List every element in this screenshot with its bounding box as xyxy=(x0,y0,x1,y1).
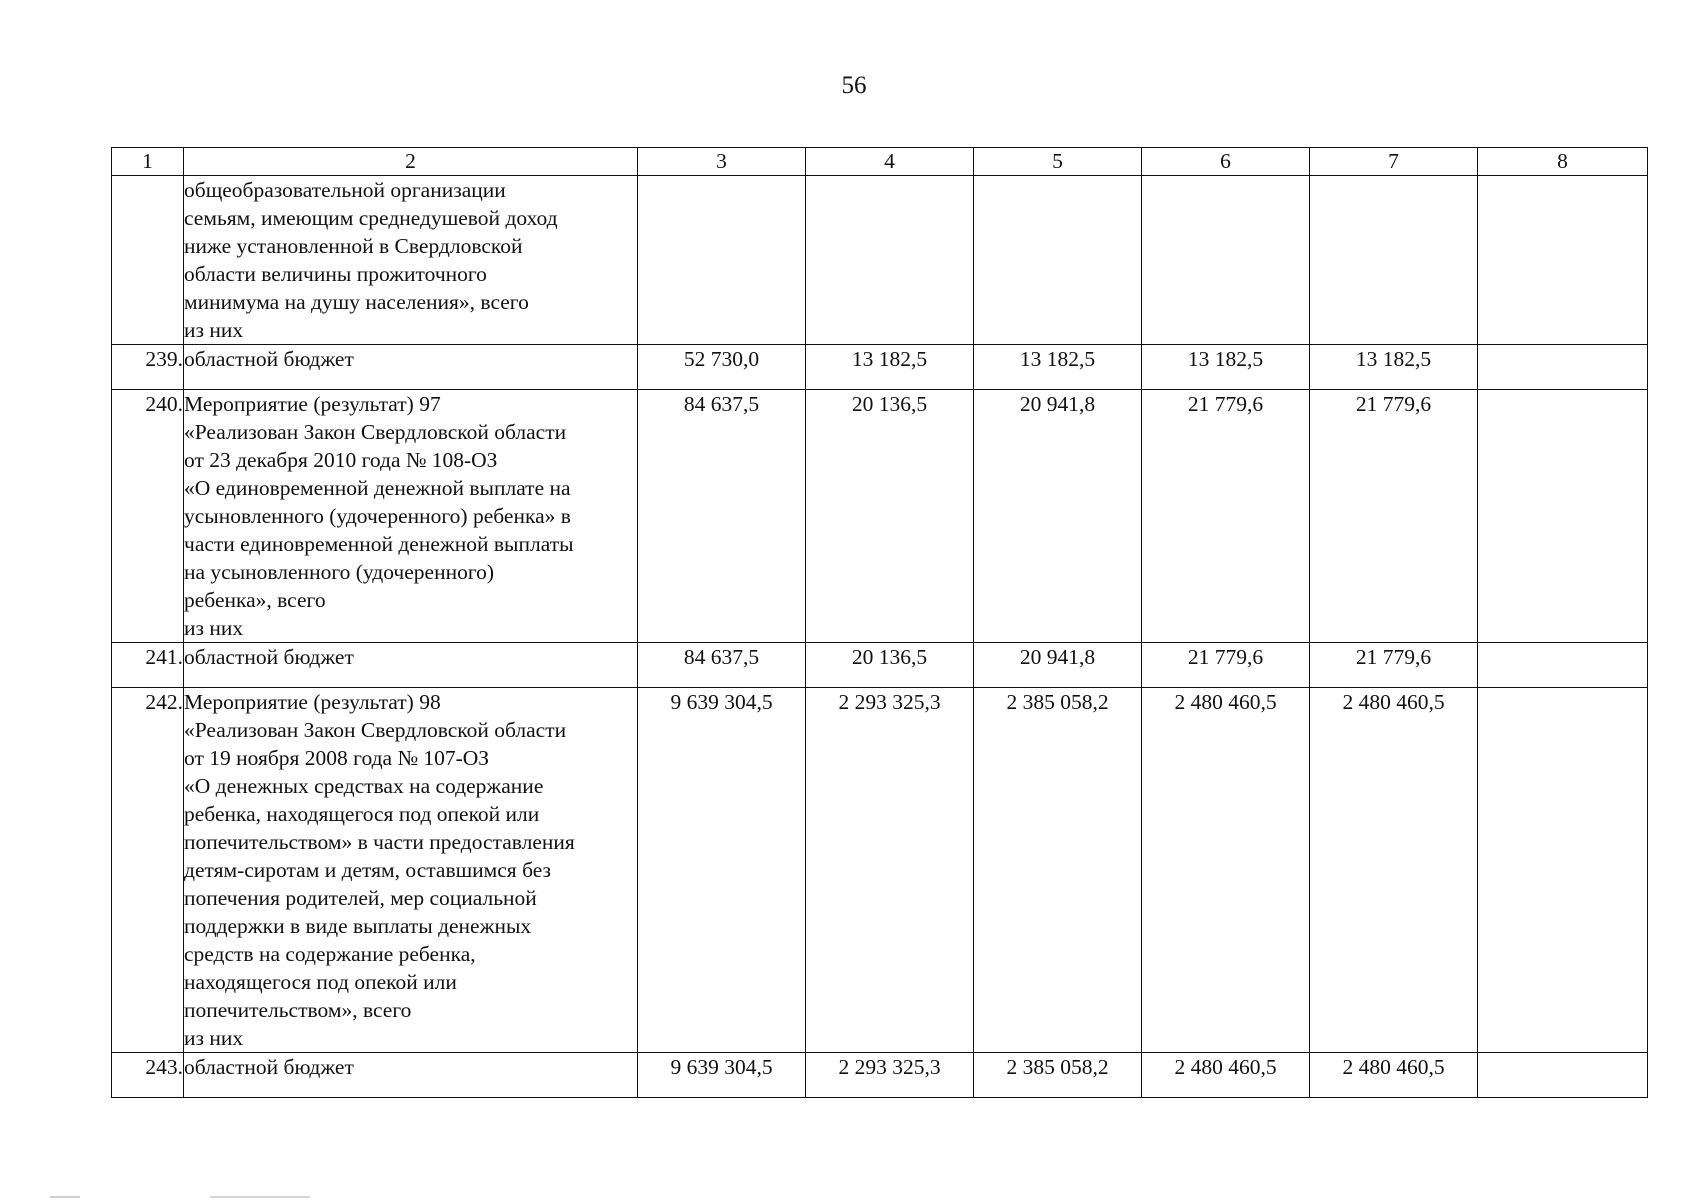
row-number: 240. xyxy=(112,390,184,643)
table-row xyxy=(112,1053,1648,1098)
row-description xyxy=(184,1053,638,1098)
description-line: Мероприятие (результат) 98 xyxy=(184,690,441,714)
description-line: области величины прожиточного xyxy=(184,262,487,286)
description-line: ребенка, находящегося под опекой или xyxy=(184,802,540,826)
value-cell-col-3: 9 639 304,5 xyxy=(638,688,806,1053)
row-number xyxy=(112,176,184,345)
value-cell-col-3: 84 637,5 xyxy=(638,643,806,688)
value-cell-col-5: 20 941,8 xyxy=(974,390,1142,643)
row-number: 239. xyxy=(112,345,184,390)
value-cell-col-4 xyxy=(806,176,974,345)
value-cell-col-6: 2 480 460,5 xyxy=(1142,1053,1310,1098)
row-description xyxy=(184,390,638,643)
description-line: из них xyxy=(184,1026,244,1050)
description-line: «О денежных средствах на содержание xyxy=(184,774,544,798)
header-cell: 7 xyxy=(1310,148,1478,176)
value-cell-col-7 xyxy=(1310,176,1478,345)
value-cell-col-6: 21 779,6 xyxy=(1142,643,1310,688)
description-line: Мероприятие (результат) 97 xyxy=(184,392,441,416)
description-line: средств на содержание ребенка, xyxy=(184,942,476,966)
description-line: из них xyxy=(184,318,244,342)
description-line: на усыновленного (удочеренного) xyxy=(184,560,495,584)
description-line: ниже установленной в Свердловской xyxy=(184,234,523,258)
value-cell-col-6: 21 779,6 xyxy=(1142,390,1310,643)
value-cell-col-4: 20 136,5 xyxy=(806,643,974,688)
description-line: «О единовременной денежной выплате на xyxy=(184,476,571,500)
table-row xyxy=(112,688,1648,1053)
header-cell: 4 xyxy=(806,148,974,176)
header-cell: 2 xyxy=(184,148,638,176)
value-cell-col-4: 13 182,5 xyxy=(806,345,974,390)
header-cell: 3 xyxy=(638,148,806,176)
description-line: «Реализован Закон Свердловской области xyxy=(184,718,567,742)
description-line: части единовременной денежной выплаты xyxy=(184,532,574,556)
value-cell-col-8 xyxy=(1478,176,1648,345)
value-cell-col-7: 21 779,6 xyxy=(1310,643,1478,688)
description-line: ребенка», всего xyxy=(184,588,326,612)
row-description xyxy=(184,176,638,345)
row-description xyxy=(184,643,638,688)
description-line: областной бюджет xyxy=(184,1055,354,1079)
value-cell-col-6: 2 480 460,5 xyxy=(1142,688,1310,1053)
value-cell-col-5 xyxy=(974,176,1142,345)
row-number: 242. xyxy=(112,688,184,1053)
description-line: поддержки в виде выплаты денежных xyxy=(184,914,532,938)
value-cell-col-8 xyxy=(1478,345,1648,390)
description-line: от 19 ноября 2008 года № 107-ОЗ xyxy=(184,746,490,770)
value-cell-col-5: 2 385 058,2 xyxy=(974,1053,1142,1098)
table-row xyxy=(112,345,1648,390)
description-line: из них xyxy=(184,616,244,640)
value-cell-col-4: 20 136,5 xyxy=(806,390,974,643)
value-cell-col-3 xyxy=(638,176,806,345)
description-line: «Реализован Закон Свердловской области xyxy=(184,420,567,444)
value-cell-col-5: 13 182,5 xyxy=(974,345,1142,390)
row-description xyxy=(184,345,638,390)
header-cell: 1 xyxy=(112,148,184,176)
description-line: попечительством» в части предоставления xyxy=(184,830,575,854)
description-line: находящегося под опекой или xyxy=(184,970,457,994)
table-body xyxy=(112,176,1648,1098)
value-cell-col-3: 52 730,0 xyxy=(638,345,806,390)
value-cell-col-4: 2 293 325,3 xyxy=(806,688,974,1053)
scan-artifact xyxy=(50,1196,450,1198)
row-number: 241. xyxy=(112,643,184,688)
row-description xyxy=(184,688,638,1053)
value-cell-col-8 xyxy=(1478,688,1648,1053)
value-cell-col-7: 13 182,5 xyxy=(1310,345,1478,390)
table-row xyxy=(112,390,1648,643)
description-line: семьям, имеющим среднедушевой доход xyxy=(184,206,558,230)
description-line: попечения родителей, мер социальной xyxy=(184,886,537,910)
value-cell-col-7: 2 480 460,5 xyxy=(1310,688,1478,1053)
header-cell: 5 xyxy=(974,148,1142,176)
value-cell-col-6 xyxy=(1142,176,1310,345)
header-cell: 6 xyxy=(1142,148,1310,176)
page-number: 56 xyxy=(841,72,867,99)
description-line: областной бюджет xyxy=(184,645,354,669)
description-line: усыновленного (удочеренного) ребенка» в xyxy=(184,504,571,528)
table-row xyxy=(112,643,1648,688)
value-cell-col-8 xyxy=(1478,643,1648,688)
budget-table xyxy=(111,147,1648,1098)
header-cell: 8 xyxy=(1478,148,1648,176)
description-line: областной бюджет xyxy=(184,347,354,371)
value-cell-col-6: 13 182,5 xyxy=(1142,345,1310,390)
value-cell-col-5: 20 941,8 xyxy=(974,643,1142,688)
description-line: общеобразовательной организации xyxy=(184,178,506,202)
value-cell-col-7: 21 779,6 xyxy=(1310,390,1478,643)
value-cell-col-5: 2 385 058,2 xyxy=(974,688,1142,1053)
value-cell-col-3: 9 639 304,5 xyxy=(638,1053,806,1098)
table-row xyxy=(112,176,1648,345)
value-cell-col-8 xyxy=(1478,390,1648,643)
description-line: детям-сиротам и детям, оставшимся без xyxy=(184,858,552,882)
description-line: попечительством», всего xyxy=(184,998,412,1022)
value-cell-col-4: 2 293 325,3 xyxy=(806,1053,974,1098)
table-header-row xyxy=(112,148,1648,176)
row-number: 243. xyxy=(112,1053,184,1098)
value-cell-col-7: 2 480 460,5 xyxy=(1310,1053,1478,1098)
description-line: от 23 декабря 2010 года № 108-ОЗ xyxy=(184,448,498,472)
description-line: минимума на душу населения», всего xyxy=(184,290,529,314)
value-cell-col-3: 84 637,5 xyxy=(638,390,806,643)
value-cell-col-8 xyxy=(1478,1053,1648,1098)
